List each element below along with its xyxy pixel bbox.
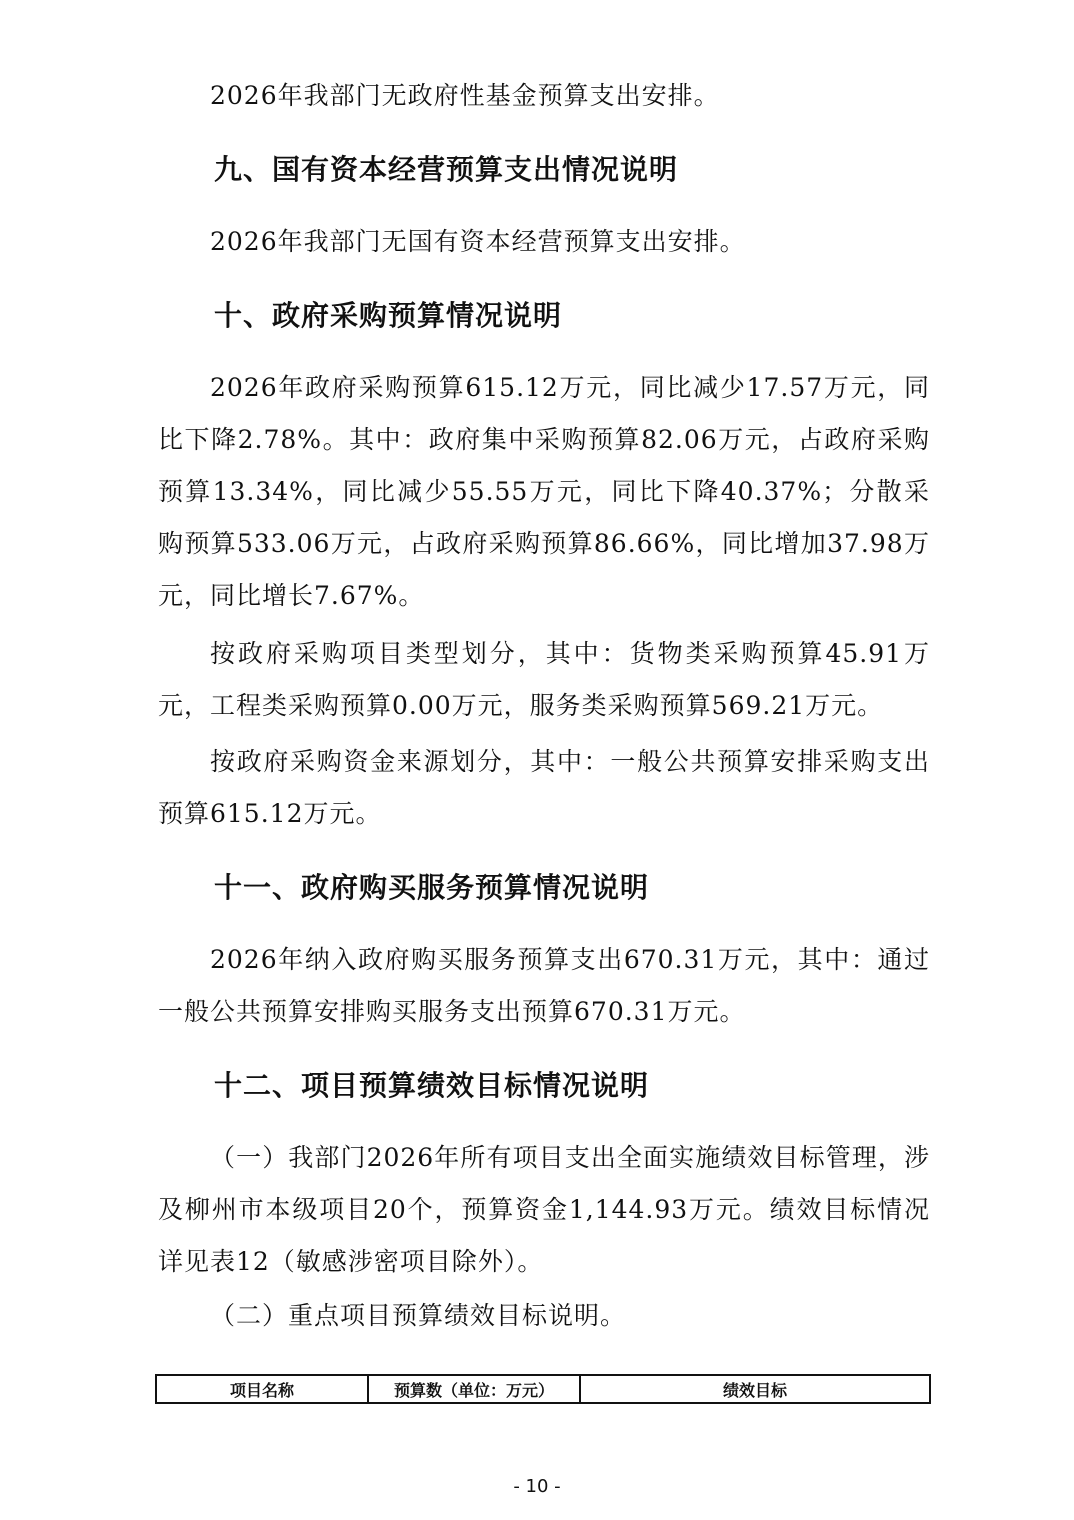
heading-section-11: 十一、政府购买服务预算情况说明: [214, 871, 650, 904]
table-header-row: [156, 1375, 930, 1403]
paragraph-purchase-services: 2026年纳入政府购买服务预算支出670.31万元，其中：通过一般公共预算安排购买服务支出预算670.31万元。: [158, 945, 930, 1026]
table-header-budget: 预算数（单位：万元）: [368, 1375, 580, 1403]
paragraph-key-projects: （二）重点项目预算绩效目标说明。: [210, 1301, 627, 1330]
performance-table-grid: [155, 1374, 931, 1404]
heading-section-12: 十二、项目预算绩效目标情况说明: [214, 1069, 650, 1102]
heading-section-9: 九、国有资本经营预算支出情况说明: [214, 153, 679, 186]
document-body: [158, 70, 930, 1342]
paragraph-performance-management: （一）我部门2026年所有项目支出全面实施绩效目标管理，涉及柳州市本级项目20个，预算资金1,144.93万元。绩效目标情况详见表12（敏感涉密项目除外）。: [158, 1143, 930, 1276]
paragraph-procurement-by-type: 按政府采购项目类型划分，其中：货物类采购预算45.91万元，工程类采购预算0.00万元，服务类采购预算569.21万元。: [158, 639, 930, 720]
paragraph-procurement-overview: 2026年政府采购预算615.12万元，同比减少17.57万元，同比下降2.78%。其中：政府集中采购预算82.06万元，占政府采购预算13.34%，同比减少55.55万元，同比下降40.37%；分散采购预算533.06万元，占政府采购预算86.66%，同比增加37.98万元，同比增长7.67%。: [158, 373, 930, 610]
performance-table: [155, 1374, 931, 1404]
heading-section-10: 十、政府采购预算情况说明: [214, 299, 563, 332]
page-number: - 10 -: [513, 1476, 561, 1497]
paragraph-procurement-by-source: 按政府采购资金来源划分，其中：一般公共预算安排采购支出预算615.12万元。: [158, 747, 930, 828]
table-header-performance-goal: 绩效目标: [580, 1375, 930, 1403]
paragraph-state-capital: 2026年我部门无国有资本经营预算支出安排。: [210, 227, 746, 256]
table-header-project-name: 项目名称: [156, 1375, 368, 1403]
paragraph-gov-fund: 2026年我部门无政府性基金预算支出安排。: [210, 81, 720, 110]
